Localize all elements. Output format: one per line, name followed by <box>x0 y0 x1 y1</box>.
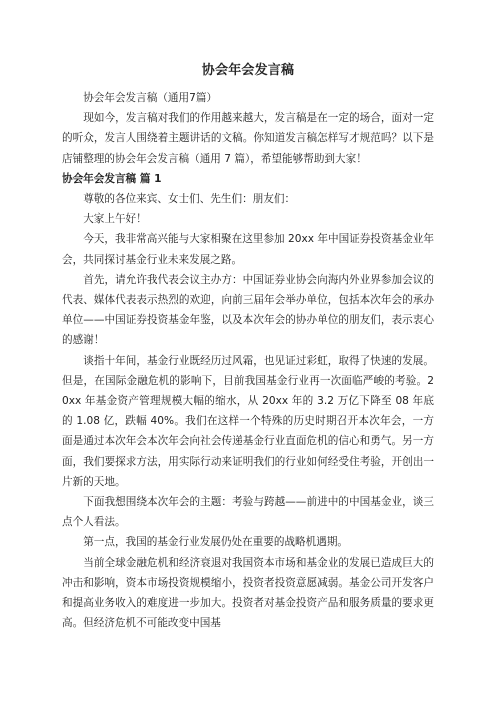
document-title: 协会年会发言稿 <box>201 63 295 78</box>
section-heading: 协会年会发言稿 篇 1 <box>62 172 162 185</box>
salutation: 尊敬的各位来宾、女士们、先生们：朋友们： <box>83 193 296 206</box>
body-paragraph: 谈指十年间，基金行业既经历过风霜，也见证过彩虹，取得了快速的发展。但是，在国际金融危机的影响下，目前我国基金行业再一次面临严峻的考验。20xx 年基金资产管理规模大幅的缩水，从 20xx 年的 3.2 万亿下降至 08 年底的 1.08 亿，跌幅 40%。我们在这样一个特殊的历史时期召开本次年会，一方面是通过本次年会本次年会向社会传递基金行业直面危机的信心和勇气。另一方面，我们要探求方法，用实际行动来证明我们的行业如何经受住考验，开创出一片新的天地。 <box>62 354 434 488</box>
intro-line: 协会年会发言稿（通用7篇） <box>83 92 218 104</box>
body-paragraph: 首先，请允许我代表会议主办方：中国证券业协会向海内外业界参加会议的代表、媒体代表表示热烈的欢迎，向前三届年会举办单位，包括本次年会的承办单位——中国证券投资基金年鉴，以及本次年会的协办单位的朋友们，表示衷心的感谢！ <box>62 273 434 347</box>
body-paragraph: 当前全球金融危机和经济衰退对我国资本市场和基金业的发展已造成巨大的冲击和影响，资本市场投资规模缩小，投资者投资意愿减弱。基金公司开发客户和提高业务收入的难度进一步加大。投资者对基金投资产品和服务质量的要求更高。但经济危机不可能改变中国基 <box>62 556 434 630</box>
body-paragraph: 第一点，我国的基金行业发展仍处在重要的战略机遇期。 <box>83 536 349 549</box>
document-page <box>62 62 434 633</box>
body-paragraph: 下面我想围绕本次年会的主题：考验与跨越——前进中的中国基金业，谈三点个人看法。 <box>62 496 434 529</box>
body-paragraph: 今天，我非常高兴能与大家相聚在这里参加 20xx 年中国证券投资基金业年会，共同探讨基金行业未来发展之路。 <box>62 233 434 266</box>
intro-paragraph: 现如今，发言稿对我们的作用越来越大，发言稿是在一定的场合，面对一定的听众，发言人围绕着主题讲话的文稿。你知道发言稿怎样写才规范吗？以下是店铺整理的协会年会发言稿（通用 7 篇），希望能够帮助到大家！ <box>62 112 434 165</box>
greeting: 大家上午好！ <box>83 213 147 226</box>
